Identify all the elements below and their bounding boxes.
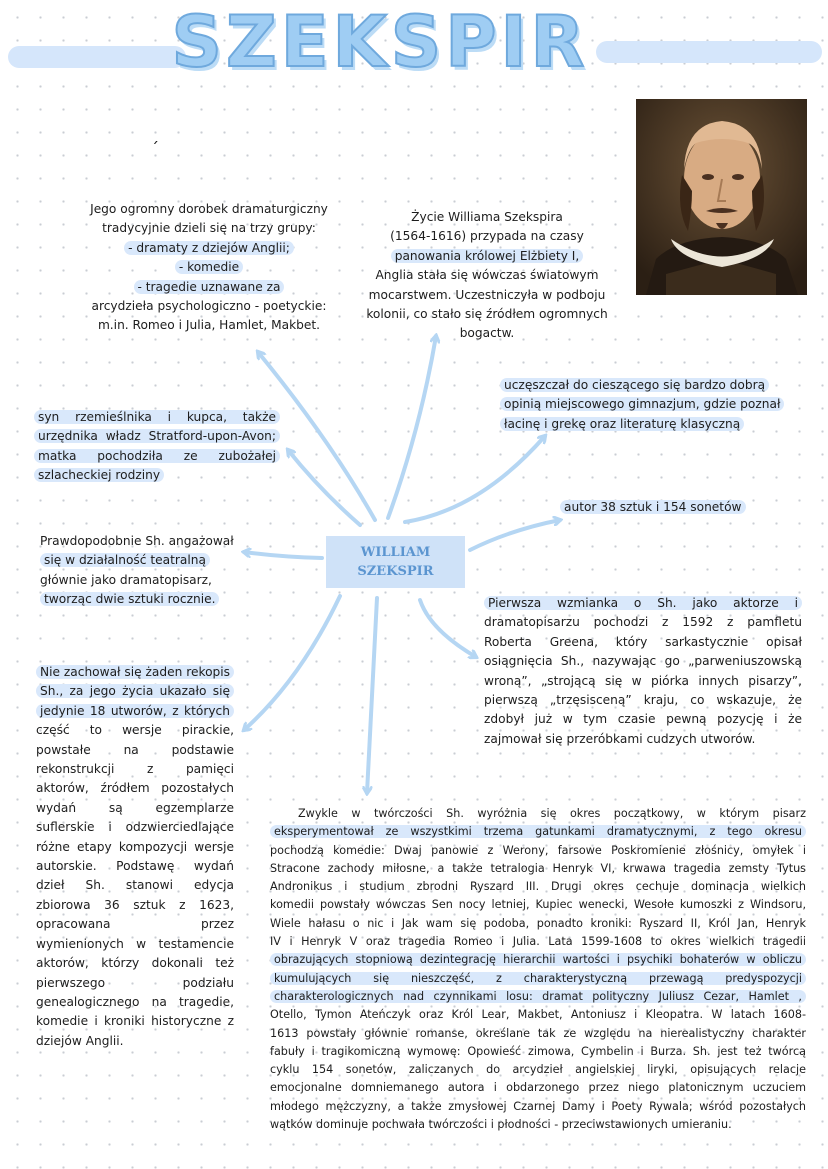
text-line: mocarstwem. Uczestniczyła w podboju — [368, 287, 606, 302]
text-line: szlacheckiej rodziny — [34, 466, 280, 485]
text-line: Stracone zachody miłosne, a także tetralogia Henryk VI, krwawa tragedia zemsty Tytus — [270, 861, 806, 875]
text-line: arcydzieła psychologiczno - poetyckie: — [91, 299, 327, 314]
text-line: Roberta Greena, który sarkastycznie opisał — [484, 634, 802, 649]
text-line: pierwszą „trzęsisceną” kraju, co wskazuje, że — [484, 693, 802, 708]
origin-note — [34, 408, 280, 486]
text-line: emocjonalne domniemanego autora i obdarzonego przez niego platonicznym uczuciem — [270, 1081, 806, 1095]
text-line: urzędnika władz Stratford-upon-Avon; — [34, 427, 280, 446]
text-line: m.in. Romeo i Julia, Hamlet, Makbet. — [97, 318, 321, 333]
text-line: zdobył już w tym czasie pewną pozycję i że — [484, 712, 802, 727]
central-topic-line1: WILLIAM — [360, 545, 431, 560]
text-line: autorskie. Podstawę wydań — [36, 859, 234, 874]
text-line: bogactw. — [459, 326, 515, 341]
text-line: panowania królowej Elżbiety I, — [358, 247, 616, 266]
first-mention-note — [484, 594, 802, 749]
text-line: syn rzemieślnika i kupca, także — [34, 408, 280, 427]
arrow-to-origin — [288, 450, 360, 525]
text-line: genealogicznego na tragedie, — [36, 994, 234, 1009]
text-line: łacinę i grekę oraz literaturę klasyczną — [500, 415, 800, 434]
periods-note — [270, 805, 806, 1134]
text-line: wymienionych w testamencie — [36, 936, 234, 951]
text-line: Pierwsza wzmianka o Sh. jako aktorze i — [484, 594, 802, 613]
text-line: - dramaty z dziejów Anglii; — [78, 239, 340, 258]
school-note — [500, 376, 800, 434]
text-line: zbiorowa 36 sztuk z 1623, — [36, 897, 234, 912]
arrow-to-theatre — [244, 552, 322, 558]
text-line: komedii powstały wówczas Sen nocy letniej, Kupiec wenecki, Wesołe kumoszki z Windsoru, — [270, 898, 806, 912]
text-line: kumulujących się nieszczęść, z charakterystyczną przewagą predyspozycji — [270, 970, 806, 988]
text-line: IV i Henryk V oraz tragedia Romeo i Julia. Lata 1599-1608 to okres wielkich tragedii — [270, 935, 806, 949]
text-line: Wiele hałasu o nic i Jak wam się podoba, ponadto kroniki: Ryszard II, Król Jan, Henryk — [270, 916, 806, 930]
text-line: Sh., za jego życia ukazało się — [36, 682, 234, 701]
text-line: się w działalność teatralną — [40, 551, 250, 570]
manuscripts-note — [36, 663, 234, 1051]
text-line: powstałe na podstawie — [36, 742, 234, 757]
arrow-to-manuscripts — [244, 596, 340, 730]
text-line: rekonstrukcji z pamięci — [36, 762, 234, 777]
text-line: wydań są egzemplarze — [36, 800, 234, 815]
text-line: obrazujących stopniową dezintegrację hierarchii wartości i psychiki bohaterów w obliczu — [270, 951, 806, 969]
theatre-note — [40, 532, 250, 610]
text-line: - komedie — [78, 258, 340, 277]
author-text: autor 38 sztuk i 154 sonetów — [560, 500, 746, 514]
text-line: wątków dominuje pochwała twórczości i płodności - przeciwstawionych umieraniu. — [270, 1118, 732, 1132]
text-line: Zwykle w twórczości Sh. wyróżnia się okres początkowy, w którym pisarz — [298, 807, 806, 820]
text-line: wroną”, „strojącą się w piórka innych pisarzy”, — [484, 673, 802, 688]
stray-mark: ´ — [151, 139, 159, 158]
text-line: głównie jako dramatopisarz, — [40, 572, 212, 587]
central-topic-line2: SZEKSPIR — [357, 564, 434, 579]
text-line: dziejów Anglii. — [36, 1033, 124, 1048]
text-line: komedie i kroniki historyczne z — [36, 1014, 234, 1029]
text-line: aktorów, źródłem pozostałych — [36, 781, 234, 796]
text-line: dzieł Sh. stanowi edycja — [36, 878, 234, 893]
text-line: opracowana przez — [36, 917, 234, 932]
arrow-to-first-mention — [420, 600, 476, 657]
central-topic — [326, 536, 465, 588]
text-line: Życie Williama Szekspira — [411, 210, 563, 224]
text-line: aktorów, którzy dokonali też — [36, 956, 234, 971]
text-line: różne etapy kompozycji wersje — [36, 839, 234, 854]
text-line: Anglia stała się wówczas światowym — [375, 268, 599, 283]
shakespeare-portrait — [636, 99, 807, 295]
text-line: opinią miejscowego gimnazjum, gdzie poznał — [500, 395, 800, 414]
text-line: dramatopisarzu pochodzi z 1592 z pamfletu — [484, 615, 802, 630]
page-title: SZEKSPIR — [171, 1, 589, 83]
text-line: część to wersje pirackie, — [36, 723, 234, 738]
text-line: kolonii, co stało się źródłem ogromnych — [366, 307, 608, 322]
life-note — [358, 208, 616, 344]
arrow-to-school — [405, 436, 545, 522]
text-line: pochodzą komedie: Dwaj panowie z Werony, farsowe Poskromienie złośnicy, omyłek i — [270, 843, 806, 857]
text-line: Andronikus i studium zbrodni Ryszard III. Drugi okres cechuje dominacja wielkich — [270, 880, 806, 894]
text-line: zajmował się przeróbkami cudzych utworów. — [484, 731, 756, 746]
text-line: młodego mężczyzny, a także zmysłowej Czarnej Damy i Poety Rywala; wśród pozostałych — [270, 1099, 806, 1113]
text-line: - tragedie uznawane za — [78, 278, 340, 297]
text-line: jedynie 18 utworów, z których — [36, 702, 234, 721]
text-line: matka pochodziła ze zubożałej — [34, 447, 280, 466]
arrow-to-life — [388, 336, 436, 518]
text-line: fabuły i tragikomiczną wymowę: Opowieść zimowa, Cymbelin i Burza. Sh. jest też twórcą — [270, 1044, 806, 1058]
text-line: Jego ogromny dorobek dramaturgiczny — [90, 202, 328, 216]
text-line: osiągnięcia Sh., nazywając go „parweniuszowską — [484, 654, 802, 669]
text-line: tradycyjnie dzieli się na trzy grupy: — [102, 221, 316, 236]
text-line: (1564-1616) przypada na czasy — [390, 229, 584, 244]
text-line: suflerskie i odzwierciedlające — [36, 820, 234, 835]
text-line: uczęszczał do cieszącego się bardzo dobrą — [500, 376, 800, 395]
works-groups-note — [78, 200, 340, 336]
text-line: Otello, Tymon Ateńczyk oraz Król Lear, Makbet, Antoniusz i Kleopatra. W latach 1608- — [270, 1008, 806, 1022]
text-line: cyklu 154 sonetów, zaliczanych do arcydzieł angielskiej liryki, opisujących relacje — [270, 1063, 806, 1077]
text-line: tworząc dwie sztuki rocznie. — [40, 590, 250, 609]
text-line: eksperymentował ze wszystkimi trzema gatunkami dramatycznymi, z tego okresu — [270, 823, 806, 841]
text-line: charakterologicznych nad czynnikami losu: dramat polityczny Juliusz Cezar, Hamlet , — [270, 988, 806, 1006]
text-line: Prawdopodobnie Sh. angażował — [40, 534, 234, 548]
arrow-to-periods — [367, 598, 377, 793]
text-line: Nie zachował się żaden rekopis — [36, 663, 234, 682]
text-line: 1613 powstały głównie romanse, określane tak ze względu na nierealistyczny charakter — [270, 1026, 806, 1040]
text-line: pierwszego podziału — [36, 975, 234, 990]
arrow-to-author — [470, 520, 560, 550]
author-note — [560, 498, 770, 517]
